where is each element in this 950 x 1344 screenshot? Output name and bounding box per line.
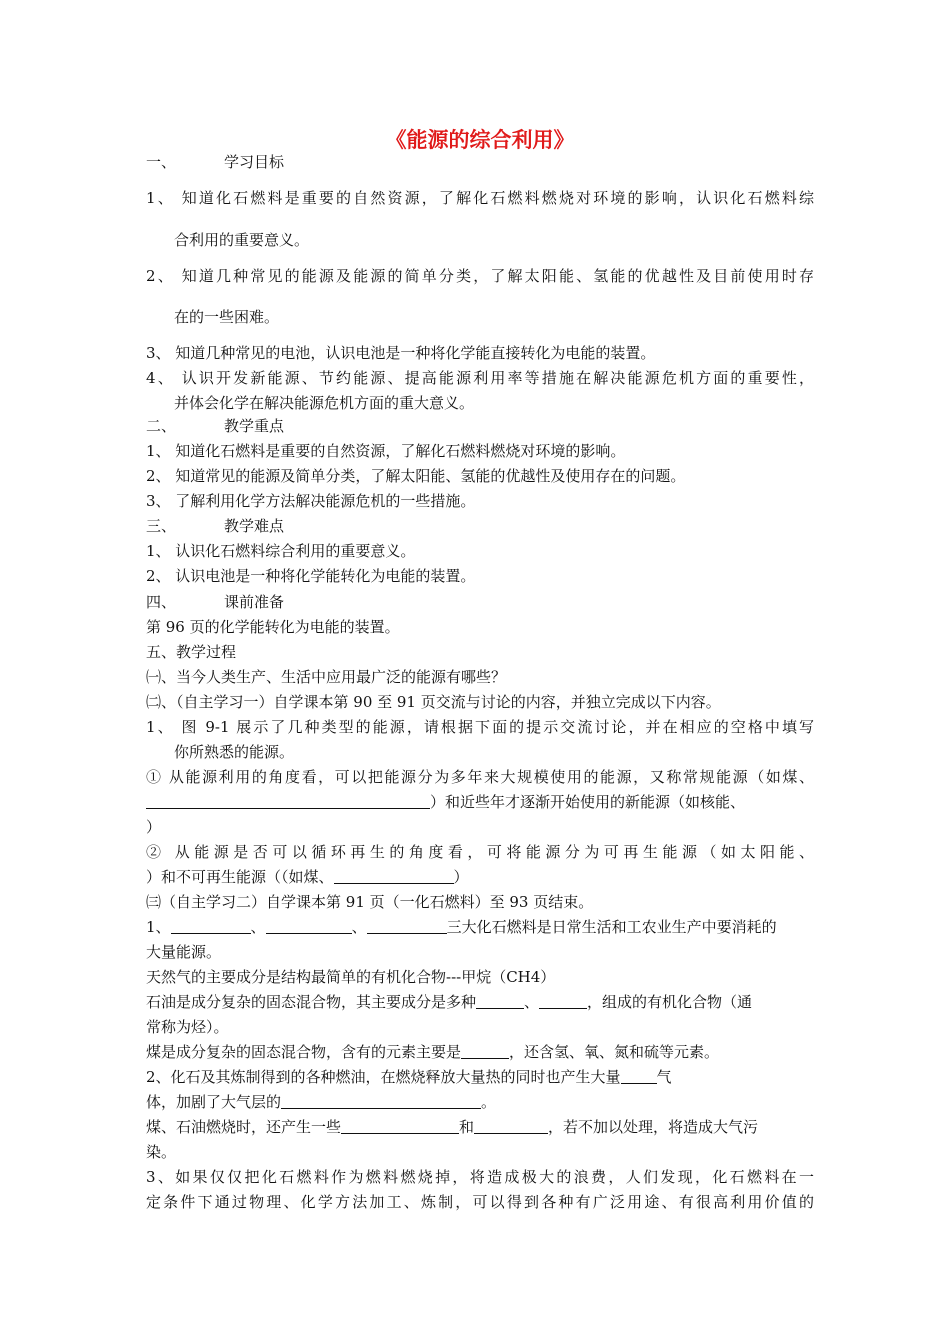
fossil-fuels-line-2: 大量能源。 (146, 943, 222, 961)
section-number: 二、 (146, 417, 177, 435)
section-heading-key-points (146, 416, 284, 436)
process-self-study-2: ㈢（自主学习二）自学课本第 91 页（一化石燃料）至 93 页结束。 (146, 893, 594, 911)
process-self-study-1: ㈡、（自主学习一）自学课本第 90 至 91 页交流与讨论的内容，并独立完成以下内容。 (146, 693, 721, 711)
goal-2-line-1: 2、 知道几种常见的能源及能源的简单分类，了解太阳能、氢能的优越性及目前使用时存 (146, 267, 814, 285)
natural-gas-note: 天然气的主要成分是结构最简单的有机化合物---甲烷（CH4） (146, 968, 556, 986)
section-number: 三、 (146, 517, 177, 535)
section-label: 课前准备 (224, 593, 285, 611)
section-label: 学习目标 (224, 153, 285, 171)
coal-line: 煤是成分复杂的固态混合物，含有的元素主要是 ，还含氢、氧、氮和硫等元素。 (146, 1043, 720, 1061)
process-item-1-line-1: 1、 图 9-1 展示了几种类型的能源，请根据下面的提示交流讨论，并在相应的空格中填写 (146, 718, 814, 736)
energy-classification-1-line-1: ① 从能源利用的角度看，可以把能源分为多年来大规模使用的能源，又称常规能源（如煤、 (146, 768, 814, 786)
section-heading-difficulties (146, 516, 284, 536)
fill-blank[interactable] (461, 1043, 509, 1059)
key-point-1: 1、 知道化石燃料是重要的自然资源，了解化石燃料燃烧对环境的影响。 (146, 442, 626, 460)
combustion-line-1: 2、化石及其炼制得到的各种燃油，在燃烧释放大量热的同时也产生大量 气 (146, 1068, 672, 1086)
goal-4-line-1: 4、 认识开发新能源、节约能源、提高能源利用率等措施在解决能源危机方面的重要性， (146, 369, 814, 387)
utilization-line-2: 定条件下通过物理、化学方法加工、炼制，可以得到各种有广泛用途、有很高利用价值的 (146, 1193, 814, 1211)
key-point-3: 3、 了解利用化学方法解决能源危机的一些措施。 (146, 492, 476, 510)
document-title: 《能源的综合利用》 (385, 128, 575, 152)
preparation-text: 第 96 页的化学能转化为电能的装置。 (146, 618, 400, 636)
petroleum-line-2: 常称为烃）。 (146, 1018, 229, 1036)
combustion-line-2: 体，加剧了大气层的 。 (146, 1093, 497, 1111)
fill-blank[interactable] (539, 993, 587, 1009)
section-number: 四、 (146, 593, 177, 611)
difficulty-1: 1、 认识化石燃料综合利用的重要意义。 (146, 542, 416, 560)
fill-blank[interactable] (171, 918, 251, 934)
process-item-1-line-2: 你所熟悉的能源。 (174, 743, 295, 761)
pollution-line-1: 煤、石油燃烧时，还产生一些 和 ，若不加以处理，将造成大气污 (146, 1118, 759, 1136)
section-heading-goals (146, 152, 284, 172)
energy-classification-1-line-3: ） (146, 818, 162, 836)
goal-1-line-2: 合利用的重要意义。 (174, 231, 310, 249)
energy-classification-1-line-2: ）和近些年才逐渐开始使用的新能源（如核能、 (146, 792, 745, 812)
petroleum-line-1: 石油是成分复杂的固态混合物，其主要成分是多种 、 ，组成的有机化合物（通 (146, 993, 753, 1011)
section-label: 教学重点 (224, 417, 285, 435)
difficulty-2: 2、 认识电池是一种将化学能转化为电能的装置。 (146, 567, 476, 585)
fill-blank[interactable] (341, 1118, 459, 1134)
fill-blank[interactable] (367, 918, 447, 934)
fill-blank[interactable] (474, 1118, 548, 1134)
fill-blank[interactable] (266, 918, 352, 934)
section-heading-process: 五、教学过程 (146, 643, 237, 661)
fossil-fuels-line-1: 1、 、 、 三大化石燃料是日常生活和工农业生产中要消耗的 (146, 918, 777, 936)
fill-blank[interactable] (146, 793, 430, 809)
fill-blank[interactable] (281, 1093, 481, 1109)
fill-blank[interactable] (476, 993, 524, 1009)
process-question-1: ㈠、当今人类生产、生活中应用最广泛的能源有哪些？ (146, 668, 507, 686)
goal-2-line-2: 在的一些困难。 (174, 308, 280, 326)
goal-4-line-2: 并体会化学在解决能源危机方面的重大意义。 (174, 394, 475, 412)
pollution-line-2: 染。 (146, 1143, 177, 1161)
fill-blank[interactable] (334, 868, 454, 884)
energy-classification-2-line-1: ② 从能源是否可以循环再生的角度看，可将能源分为可再生能源（如太阳能、 (146, 843, 814, 861)
section-heading-preparation (146, 592, 284, 612)
energy-classification-2-line-2: ）和不可再生能源（（如煤、 ） (146, 868, 469, 886)
utilization-line-1: 3、如果仅仅把化石燃料作为燃料燃烧掉，将造成极大的浪费，人们发现，化石燃料在一 (146, 1168, 814, 1186)
section-number: 一、 (146, 153, 177, 171)
goal-3: 3、 知道几种常见的电池，认识电池是一种将化学能直接转化为电能的装置。 (146, 344, 656, 362)
section-label: 教学难点 (224, 517, 285, 535)
fill-blank[interactable] (621, 1068, 657, 1084)
goal-1-line-1: 1、 知道化石燃料是重要的自然资源，了解化石燃料燃烧对环境的影响，认识化石燃料综 (146, 189, 814, 207)
key-point-2: 2、 知道常见的能源及简单分类，了解太阳能、氢能的优越性及使用存在的问题。 (146, 467, 686, 485)
